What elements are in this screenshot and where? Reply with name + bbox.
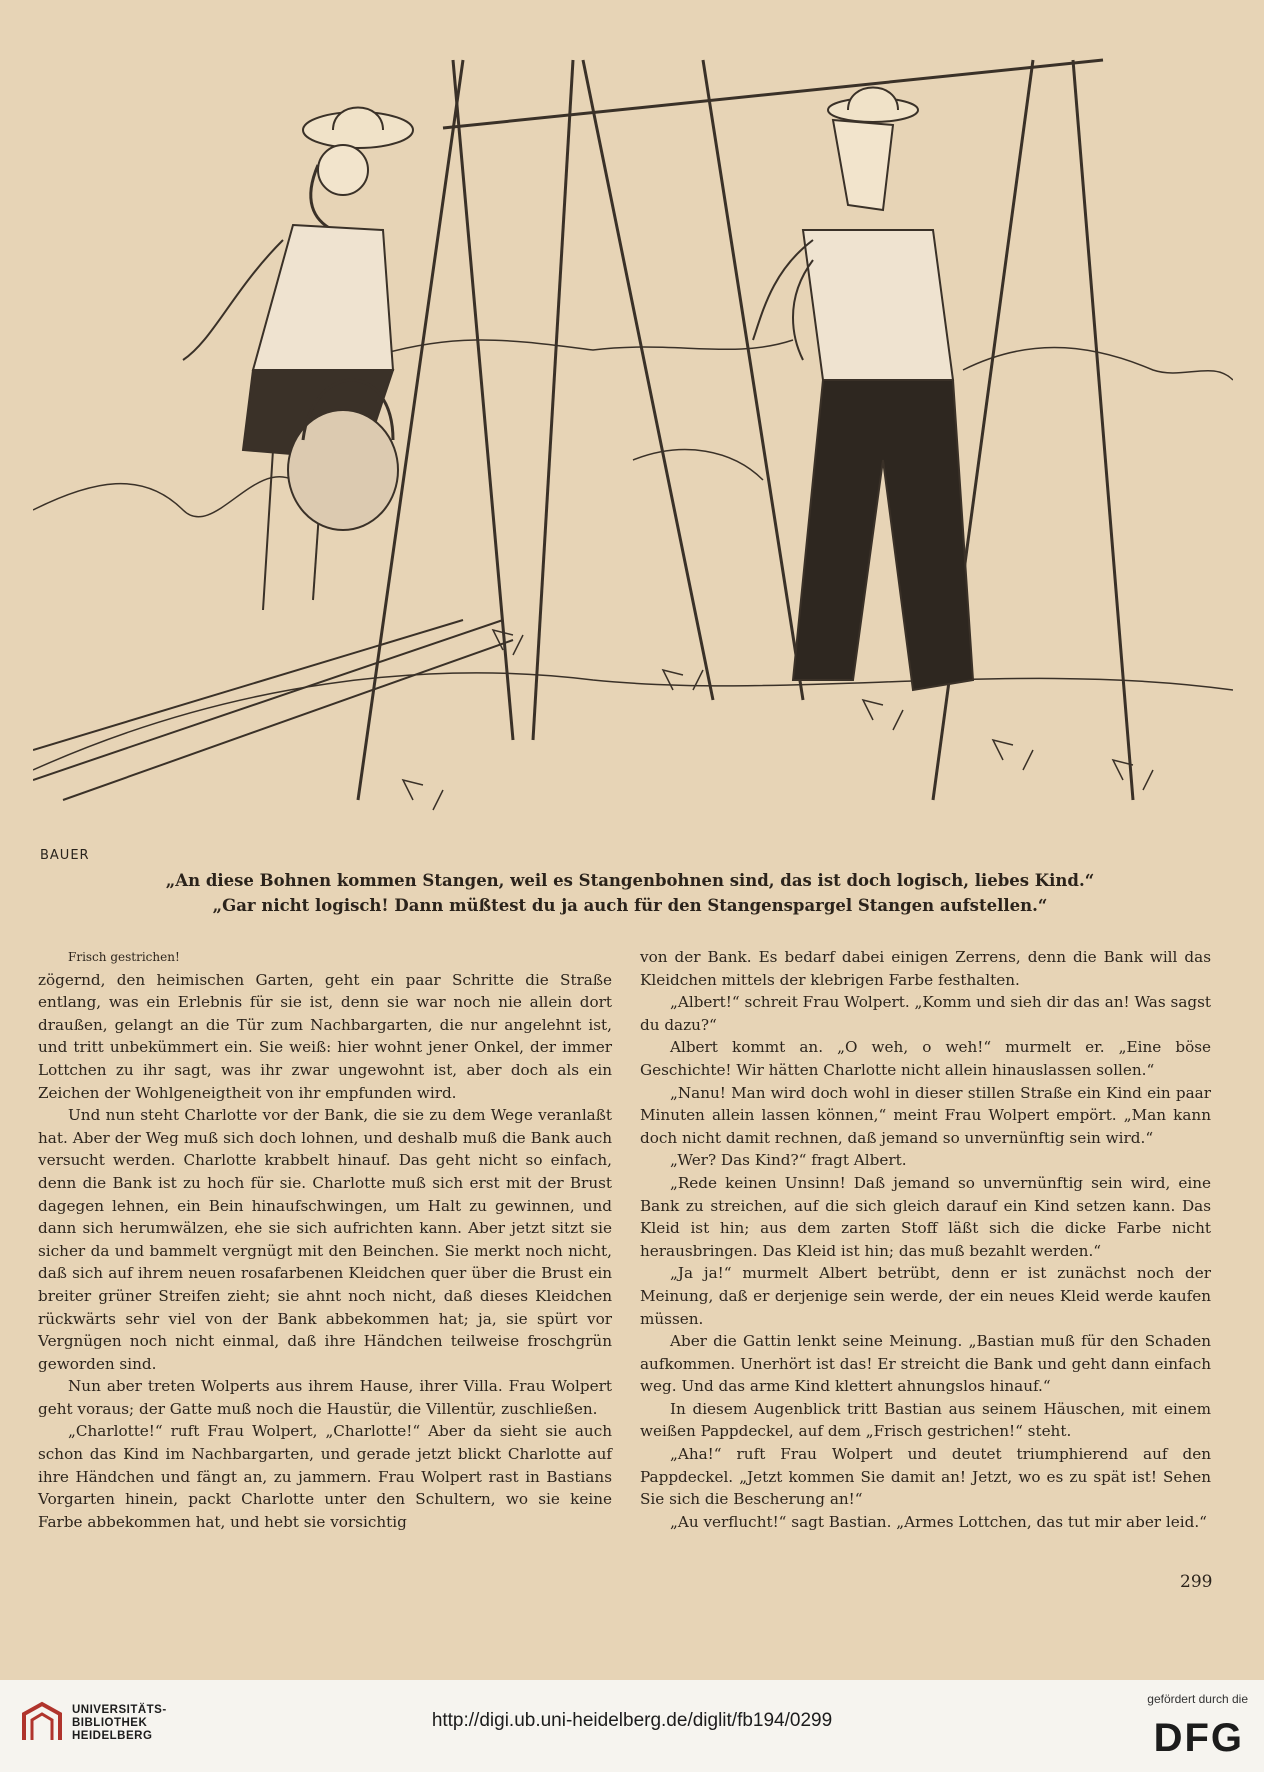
page-url-link[interactable]: http://digi.ub.uni-heidelberg.de/diglit/fb194/0299 xyxy=(431,1710,833,1731)
lying-pole xyxy=(33,620,463,750)
paragraph: „Albert!“ schreit Frau Wolpert. „Komm und sieh dir das an! Was sagst du dazu?“ xyxy=(640,993,1211,1034)
paragraph: „Nanu! Man wird doch wohl in dieser stillen Straße ein Kind ein paar Minuten allein lassen können,“ meint Frau Wolpert empört. „Man kann doch nicht damit rechnen, daß jemand so unvernünftig sein wird.“ xyxy=(640,1083,1211,1147)
paragraph: Und nun steht Charlotte vor der Bank, die sie zu dem Wege veranlaßt hat. Aber der Weg muß sich doch lohnen, und deshalb muß die Bank auch versucht werden. Charlotte krabbelt hinauf. Das geht nicht so einfach, denn die Bank ist zu hoch für sie. Charlotte muß sich erst mit der Brust dagegen lehnen, ein Bein hinaufschwingen, um Halt zu gewinnen, und dann sich herumwälzen, ehe sie sich aufrichten kann. Aber jetzt sitzt sie sicher da und bammelt vergnügt mit den Beinchen. Sie merkt noch nicht, daß sich auf ihrem neuen rosafarbenen Kleidchen quer über die Brust ein breiter grüner Streifen zieht; sie ahnt noch nicht, daß dieses Kleidchen rückwärts sehr viel von der Bank abbekommen hat; ja, sie spürt vor Vergnügen noch nicht einmal, daß ihre Händchen teilweise froschgrün geworden sind. xyxy=(38,1106,612,1373)
caption-line-2: „Gar nicht logisch! Dann müßtest du ja auch für den Stangenspargel Stangen aufstellen.“ xyxy=(212,896,1048,915)
paragraph: Nun aber treten Wolperts aus ihrem Hause, ihrer Villa. Frau Wolpert geht voraus; der Gatte muß noch die Haustür, die Villentür, zuschließen. xyxy=(38,1377,612,1418)
left-text-column xyxy=(38,946,612,1533)
library-name-line: BIBLIOTHEK xyxy=(72,1717,148,1729)
woman-leg xyxy=(263,450,273,610)
funding-note: gefördert durch die xyxy=(1147,1692,1248,1706)
woman-hat-crown xyxy=(333,108,383,131)
bean-pole xyxy=(583,60,713,700)
library-name-line: UNIVERSITÄTS- xyxy=(72,1704,167,1716)
bean-pole xyxy=(703,60,803,700)
paragraph: In diesem Augenblick tritt Bastian aus seinem Häuschen, mit einem weißen Pappdeckel, auf dem „Frisch gestrichen!“ steht. xyxy=(640,1399,1211,1441)
story-heading: Frisch gestrichen! xyxy=(68,950,180,964)
bean-pole xyxy=(533,60,573,740)
illustration-signature: BAUER xyxy=(40,848,90,863)
paragraph: Albert kommt an. „O weh, o weh!“ murmelt er. „Eine böse Geschichte! Wir hätten Charlotte nicht allein hinauslassen sollen.“ xyxy=(640,1038,1211,1079)
bean-sprout xyxy=(663,670,703,690)
paragraph: „Au verflucht!“ sagt Bastian. „Armes Lottchen, das tut mir aber leid.“ xyxy=(670,1512,1207,1531)
lying-pole xyxy=(33,620,503,780)
paragraph: „Aha!“ ruft Frau Wolpert und deutet triumphierend auf den Pappdeckel. „Jetzt kommen Sie damit an! Jetzt, wo es zu spät ist! Sehen Sie sich die Bescherung an!“ xyxy=(640,1445,1211,1509)
crossbar-pole xyxy=(443,60,1103,128)
man-arm xyxy=(753,240,813,340)
paragraph: „Charlotte!“ ruft Frau Wolpert, „Charlotte!“ Aber da sieht sie auch schon das Kind im Nachbargarten, und gerade jetzt blickt Charlotte auf ihre Händchen und fängt an, zu jammern. Frau Wolpert rast in Bastians Vorgarten hinein, packt Charlotte unter den Schultern, wo sie keine Farbe abbekommen hat, und hebt sie vorsichtig xyxy=(38,1422,612,1531)
dfg-logo[interactable]: DFG xyxy=(1153,1716,1244,1760)
page-number: 299 xyxy=(1180,1572,1213,1592)
woman-head xyxy=(318,145,368,195)
ground-line xyxy=(33,673,1233,770)
caption-line-1: „An diese Bohnen kommen Stangen, weil es Stangenbohnen sind, das ist doch logisch, liebes Kind.“ xyxy=(165,871,1095,890)
bean-pole xyxy=(453,60,513,740)
paragraph: „Rede keinen Unsinn! Daß jemand so unvernünftig sein wird, eine Bank zu streichen, auf die sich gleich darauf ein Kind setzen kann. Das Kleid ist hin; aus dem zarten Stoff läßt sich die dicke Farbe nicht herausbringen. Das Kleid ist hin; das muß bezahlt werden.“ xyxy=(640,1173,1211,1260)
paragraph: „Ja ja!“ murmelt Albert betrübt, denn er ist zunächst noch der Meinung, daß er derjenige sein werde, der ein neues Kleid werde kaufen müssen. xyxy=(640,1264,1211,1328)
library-name-line: HEIDELBERG xyxy=(72,1730,153,1742)
man-shirt xyxy=(803,230,953,380)
bean-pole xyxy=(1073,60,1133,800)
hill-line xyxy=(33,477,293,517)
man-hat-crown xyxy=(848,88,898,111)
paragraph: Aber die Gattin lenkt seine Meinung. „Bastian muß für den Schaden aufkommen. Unerhört ist das! Er streicht die Bank und geht dann einfach weg. Und das arme Kind klettert ahnungslos hinauf.“ xyxy=(640,1332,1211,1396)
paragraph: von der Bank. Es bedarf dabei einigen Zerrens, denn die Bank will das Kleidchen mittels der klebrigen Farbe festhalten. xyxy=(640,948,1211,989)
right-text-column xyxy=(640,946,1211,1533)
hill-line xyxy=(633,450,763,480)
illustration xyxy=(33,40,1233,878)
man-trousers xyxy=(793,380,973,690)
viewer-footer xyxy=(0,1680,1264,1772)
paragraph: zögernd, den heimischen Garten, geht ein paar Schritte die Straße entlang, was ein Erlebnis für sie ist, denn sie war noch nie allein dort draußen, gelangt an die Tür zum Nachbargarten, die nur angelehnt ist, und tritt unbekümmert ein. Sie weiß: hier wohnt jener Onkel, der immer Lottchen zu ihr sagt, was ihr zwar ungewohnt ist, aber doch als ein Zeichen der Wohlgeneigtheit von ihr empfunden wird. xyxy=(38,970,612,1102)
paragraph: „Wer? Das Kind?“ fragt Albert. xyxy=(670,1151,907,1170)
bean-sprout xyxy=(863,700,903,730)
bean-sprout xyxy=(993,740,1033,770)
man-head xyxy=(833,120,893,210)
bean-sprout xyxy=(403,780,443,810)
hill-line xyxy=(363,340,793,360)
woman-dress xyxy=(253,225,393,370)
